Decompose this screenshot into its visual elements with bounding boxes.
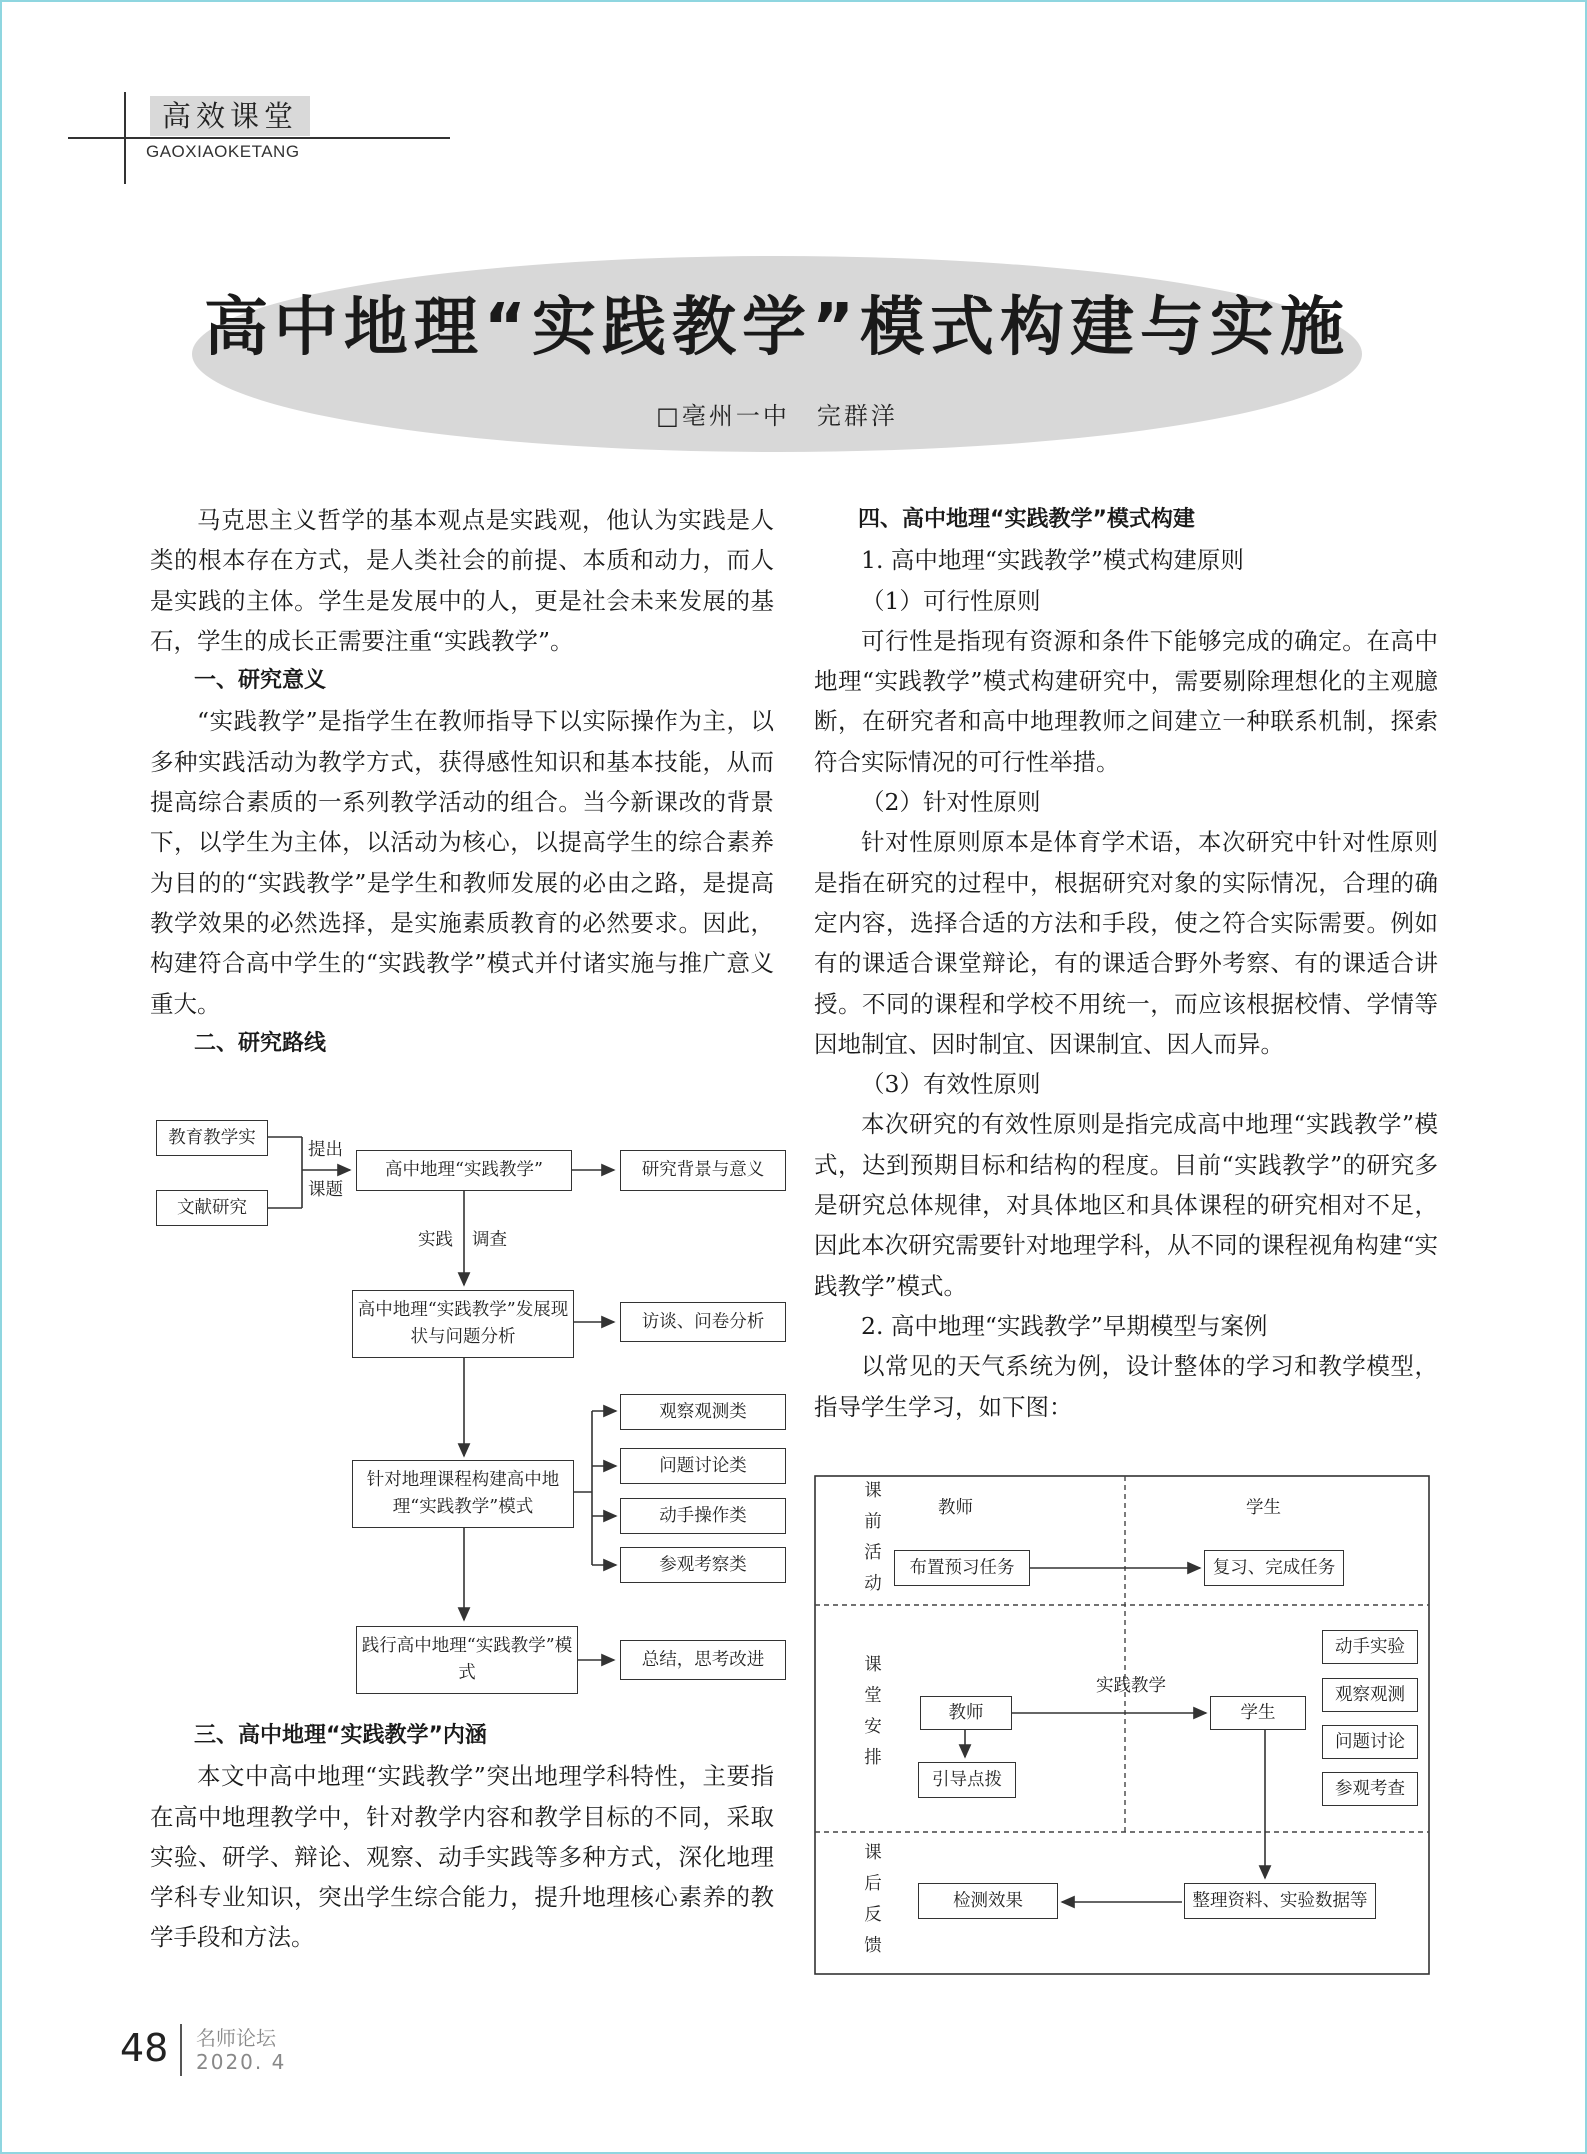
- section-heading-3: 三、高中地理“实践教学”内涵: [194, 1723, 487, 1748]
- intro-paragraph: 马克思主义哲学的基本观点是实践观，他认为实践是人类的根本存在方式，是人类社会的前提、本质和动力，而人是实践的主体。学生是发展中的人，更是社会未来发展的基石，学生的成长正需要注重“实践教学”。: [150, 506, 774, 655]
- flow-box-build: 针对地理课程构建高中地理“实践教学”模式: [352, 1460, 574, 1528]
- flow-label-practice: 实践: [418, 1230, 453, 1250]
- model-box-field-visit: 参观考查: [1322, 1772, 1418, 1806]
- model-box-experiment: 动手实验: [1322, 1630, 1418, 1664]
- flow-box-type-observe: 观察观测类: [620, 1394, 786, 1430]
- subheading-pertinence: （2）针对性原则: [861, 788, 1041, 817]
- subheading-effectiveness: （3）有效性原则: [861, 1070, 1041, 1099]
- model-box-teacher: 教师: [920, 1696, 1012, 1730]
- model-row-label-before-class: 课前活动: [864, 1481, 882, 1594]
- model-box-organize-data: 整理资料、实验数据等: [1184, 1883, 1376, 1919]
- subheading-feasibility: （1）可行性原则: [861, 586, 1041, 615]
- section-heading-4: 四、高中地理“实践教学”模式构建: [858, 507, 1195, 532]
- section-name: 高效课堂: [150, 96, 310, 136]
- article-byline: □亳州一中 完群洋: [656, 402, 898, 430]
- flow-label-survey: 调查: [472, 1230, 507, 1250]
- flow-box-type-discuss: 问题讨论类: [620, 1448, 786, 1484]
- flow-box-implement: 践行高中地理“实践教学”模式: [356, 1626, 578, 1694]
- subheading-principles: 1. 高中地理“实践教学”模式构建原则: [861, 546, 1244, 575]
- model-box-review: 复习、完成任务: [1204, 1550, 1344, 1586]
- model-box-student: 学生: [1210, 1696, 1306, 1730]
- model-row-label-in-class: 课堂安排: [864, 1655, 882, 1768]
- flow-box-interview: 访谈、问卷分析: [620, 1302, 786, 1342]
- flow-box-literature: 文献研究: [156, 1190, 268, 1226]
- paragraph-effectiveness: 本次研究的有效性原则是指完成高中地理“实践教学”模式，达到预期目标和结构的程度。目前“实践教学”的研究多是研究总体规律，对具体地区和具体课程的研究相对不足，因此本次研究需要针对地理学科，从不同的课程视角构建“实践教学”模式。: [814, 1110, 1438, 1300]
- magazine-name: 名师论坛: [196, 2026, 276, 2050]
- paragraph-pertinence: 针对性原则原本是体育学术语，本次研究中针对性原则是指在研究的过程中，根据研究对象的实际情况，合理的确定内容，选择合适的方法和手段，使之符合实际需要。例如有的课适合课堂辩论，有的课适合野外考察、有的课适合讲授。不同的课程和学校不用统一，而应该根据校情、学情等因地制宜、因时制宜、因课制宜、因人而异。: [814, 828, 1438, 1058]
- flow-label-topic: 课题: [308, 1180, 343, 1200]
- paragraph-research-significance: “实践教学”是指学生在教师指导下以实际操作为主，以多种实践活动为教学方式，获得感性知识和基本技能，从而提高综合素质的一系列教学活动的组合。当今新课改的背景下，以学生为主体，以活动为核心，以提高学生的综合素养为目的的“实践教学”是学生和教师发展的必由之路，是提高教学效果的必然选择，是实施素质教育的必然要求。因此，构建符合高中学生的“实践教学”模式并付诸实施与推广意义重大。: [150, 707, 774, 1018]
- page-number: 48: [120, 2026, 169, 2070]
- model-box-discussion: 问题讨论: [1322, 1725, 1418, 1759]
- footer-divider: [180, 2024, 182, 2076]
- section-heading-1: 一、研究意义: [194, 668, 327, 694]
- model-header-teacher: 教师: [938, 1498, 973, 1518]
- flow-box-type-handson: 动手操作类: [620, 1498, 786, 1534]
- model-box-check-effect: 检测效果: [918, 1883, 1058, 1919]
- flow-box-status: 高中地理“实践教学”发展现状与问题分析: [352, 1290, 574, 1358]
- model-header-student: 学生: [1246, 1498, 1281, 1518]
- article-title: 高中地理“实践教学”模式构建与实施: [203, 291, 1351, 365]
- model-row-label-after-class: 课后反馈: [864, 1843, 882, 1956]
- flow-label-propose: 提出: [308, 1140, 343, 1160]
- flow-box-main: 高中地理“实践教学”: [356, 1150, 572, 1191]
- model-label-practice-teaching: 实践教学: [1096, 1676, 1166, 1696]
- flow-box-type-visit: 参观考察类: [620, 1547, 786, 1583]
- model-box-guide: 引导点拨: [918, 1762, 1016, 1798]
- section-heading-2: 二、研究路线: [194, 1030, 327, 1056]
- model-box-observation: 观察观测: [1322, 1678, 1418, 1712]
- model-box-assign-preview: 布置预习任务: [894, 1550, 1030, 1586]
- section-pinyin: GAOXIAOKETANG: [146, 142, 300, 161]
- issue-date: 2020. 4: [196, 2050, 287, 2074]
- flow-box-summary: 总结，思考改进: [620, 1640, 786, 1680]
- paragraph-model-intro: 以常见的天气系统为例，设计整体的学习和教学模型，指导学生学习，如下图：: [814, 1352, 1438, 1421]
- paragraph-connotation: 本文中高中地理“实践教学”突出地理学科特性，主要指在高中地理教学中，针对教学内容和教学目标的不同，采取实验、研学、辩论、观察、动手实践等多种方式，深化地理学科专业知识，突出学生综合能力，提升地理核心素养的教学手段和方法。: [150, 1762, 774, 1952]
- subheading-early-model: 2. 高中地理“实践教学”早期模型与案例: [861, 1311, 1268, 1340]
- paragraph-feasibility: 可行性是指现有资源和条件下能够完成的确定。在高中地理“实践教学”模式构建研究中，需要剔除理想化的主观臆断，在研究者和高中地理教师之间建立一种联系机制，探索符合实际情况的可行性举措。: [814, 626, 1438, 776]
- flow-box-background: 研究背景与意义: [620, 1150, 786, 1191]
- flow-box-practice-source: 教育教学实: [156, 1120, 268, 1156]
